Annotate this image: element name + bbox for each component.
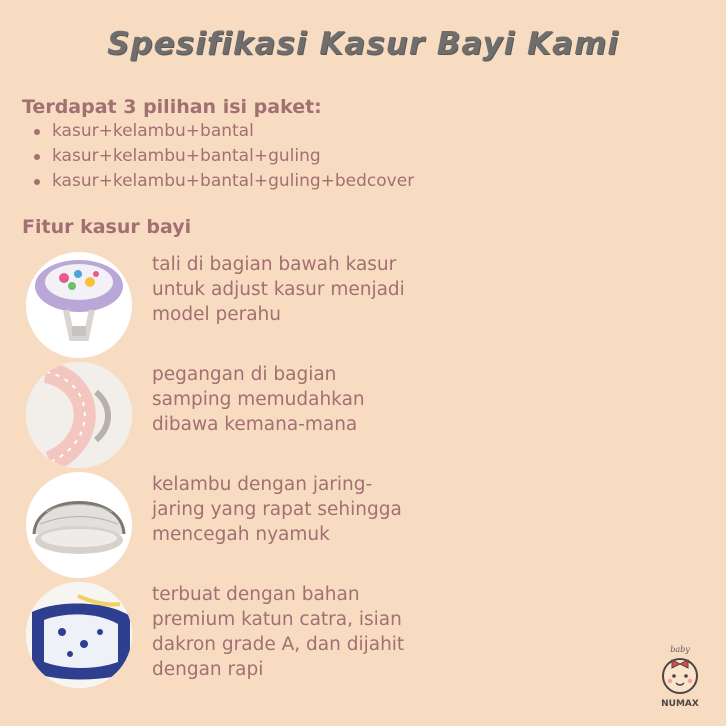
page-title: Spesifikasi Kasur Bayi Kami (107, 26, 619, 62)
feature-item-net (26, 472, 706, 580)
features-heading: Fitur kasur bayi (22, 216, 192, 238)
package-heading: Terdapat 3 pilihan isi paket: (22, 96, 322, 118)
package-item: kasur+kelambu+bantal+guling+bedcover (30, 169, 414, 194)
feature-text-line: terbuat dengan bahan (152, 584, 360, 605)
package-list (30, 119, 414, 194)
feature-text-line: pegangan di bagian (152, 364, 337, 385)
package-item: kasur+kelambu+bantal (30, 119, 414, 144)
feature-image-material (26, 582, 132, 688)
logo-bottom-text: NUMAX (661, 699, 699, 709)
feature-text-line: tali di bagian bawah kasur (152, 254, 397, 275)
feature-text-line: untuk adjust kasur menjadi (152, 279, 405, 300)
feature-text-line: dakron grade A, dan dijahit (152, 634, 405, 655)
feature-text (152, 472, 452, 547)
brand-logo (652, 640, 708, 710)
feature-image-strap (26, 252, 132, 358)
feature-text (152, 582, 452, 682)
feature-item-handle (26, 362, 706, 470)
feature-text-line: samping memudahkan (152, 389, 365, 410)
package-item: kasur+kelambu+bantal+guling (30, 144, 414, 169)
feature-item-material (26, 582, 706, 690)
feature-image-net (26, 472, 132, 578)
feature-text (152, 362, 452, 437)
feature-image-handle (26, 362, 132, 468)
feature-text-line: mencegah nyamuk (152, 524, 330, 545)
feature-item-strap (26, 252, 706, 360)
feature-text-line: dengan rapi (152, 659, 264, 680)
logo-top-text: baby (670, 645, 690, 654)
feature-text-line: model perahu (152, 304, 282, 325)
feature-text (152, 252, 452, 327)
feature-text-line: kelambu dengan jaring- (152, 474, 373, 495)
feature-text-line: jaring yang rapat sehingga (152, 499, 402, 520)
feature-text-line: premium katun catra, isian (152, 609, 402, 630)
feature-text-line: dibawa kemana-mana (152, 414, 358, 435)
